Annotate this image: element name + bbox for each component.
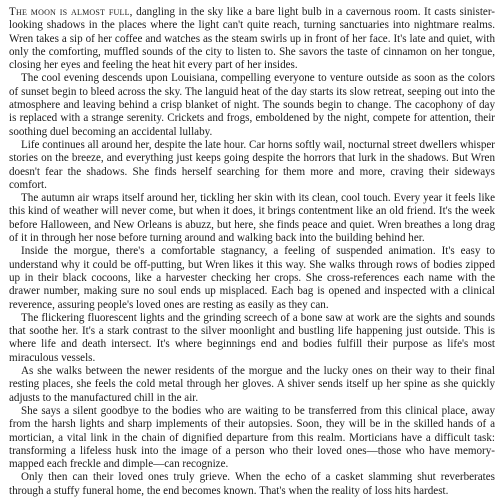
paragraph-1 [9, 6, 495, 72]
paragraph-8: She says a silent goodbye to the bodies who are waiting to be transferred from this clinical place, away from the harsh lights and sharp implements of their autopsies. Soon, they will be in the skilled hands of a mortician, a vital link in the chain of dignified departure from this realm. Morticians have a difficult task: transforming a lifeless husk into the image of a person who their loved ones—those who have memory-mapped each freckle and dimple—can recognize. [9, 404, 495, 471]
document-body [9, 6, 495, 498]
paragraph-7: As she walks between the newer residents of the morgue and the lucky ones on their way to their final resting places, she feels the cold metal through her gloves. A shiver sends itself up her spine as she quickly adjusts to the manufactured chill in the air. [9, 365, 495, 404]
paragraph-5: Inside the morgue, there's a comfortable stagnancy, a feeling of suspended animation. It's easy to understand why it could be off-putting, but Wren likes it this way. She walks through rows of bodies zipped up in their black cocoons, like a harvester checking her crops. She cross-references each name with the drawer number, making sure no soul ends up misplaced. Each bag is opened and inspected with a clinical reverence, assuring people's loved ones are resting as easily as they can. [9, 245, 495, 311]
paragraph-9: Only then can their loved ones truly grieve. When the echo of a casket slamming shut reverberates through a stuffy funeral home, the end becomes known. That's when the reality of loss hits hardest. [9, 471, 495, 497]
paragraph-2: The cool evening descends upon Louisiana, compelling everyone to venture outside as soon as the colors of sunset begin to bleed across the sky. The languid heat of the day starts its slow retreat, seeping out into the atmosphere and leaving behind a crisp blanket of night. The sounds begin to change. The cacophony of day is replaced with a strange serenity. Crickets and frogs, emboldened by the night, compete for attention, their soothing duel becoming an accidental lullaby. [9, 72, 495, 138]
paragraph-1-text: dangling in the sky like a bare light bulb in a cavernous room. It casts sinister-looking shadows in the places where the light can't quite reach, turning sanctuaries into nightmare realms. Wren takes a sip of her coffee and watches as the steam swirls up in front of her face. It's late and quiet, with only the comforting, muffled sounds of the city to listen to. She savors the taste of cinnamon on her tongue, closing her eyes and feeling the heat hit every part of her insides. [9, 6, 496, 72]
paragraph-3: Life continues all around her, despite the late hour. Car horns softly wail, nocturnal street dwellers whisper stories on the breeze, and everything just keeps going despite the horrors that lurk in the shadows. But Wren doesn't fear the shadows. She finds herself searching for them more and more, craving their sideways comfort. [9, 138, 495, 191]
paragraph-6: The flickering fluorescent lights and the grinding screech of a bone saw at work are the sights and sounds that soothe her. It's a stark contrast to the silver moonlight and bustling life happening just outside. This is where life and death intersect. It's where beginnings end and bodies fulfill their purpose as life's most miraculous vessels. [9, 311, 495, 364]
opening-smallcaps: The moon is almost full, [9, 6, 133, 18]
paragraph-4: The autumn air wraps itself around her, tickling her skin with its clean, cool touch. Every year it feels like this kind of weather will never come, but when it does, it brings contentment like an old friend. It's the week before Halloween, and New Orleans is abuzz, but here, she finds peace and quiet. Wren breathes a long drag of it in through her nose before turning around and walking back into the building behind her. [9, 192, 495, 245]
